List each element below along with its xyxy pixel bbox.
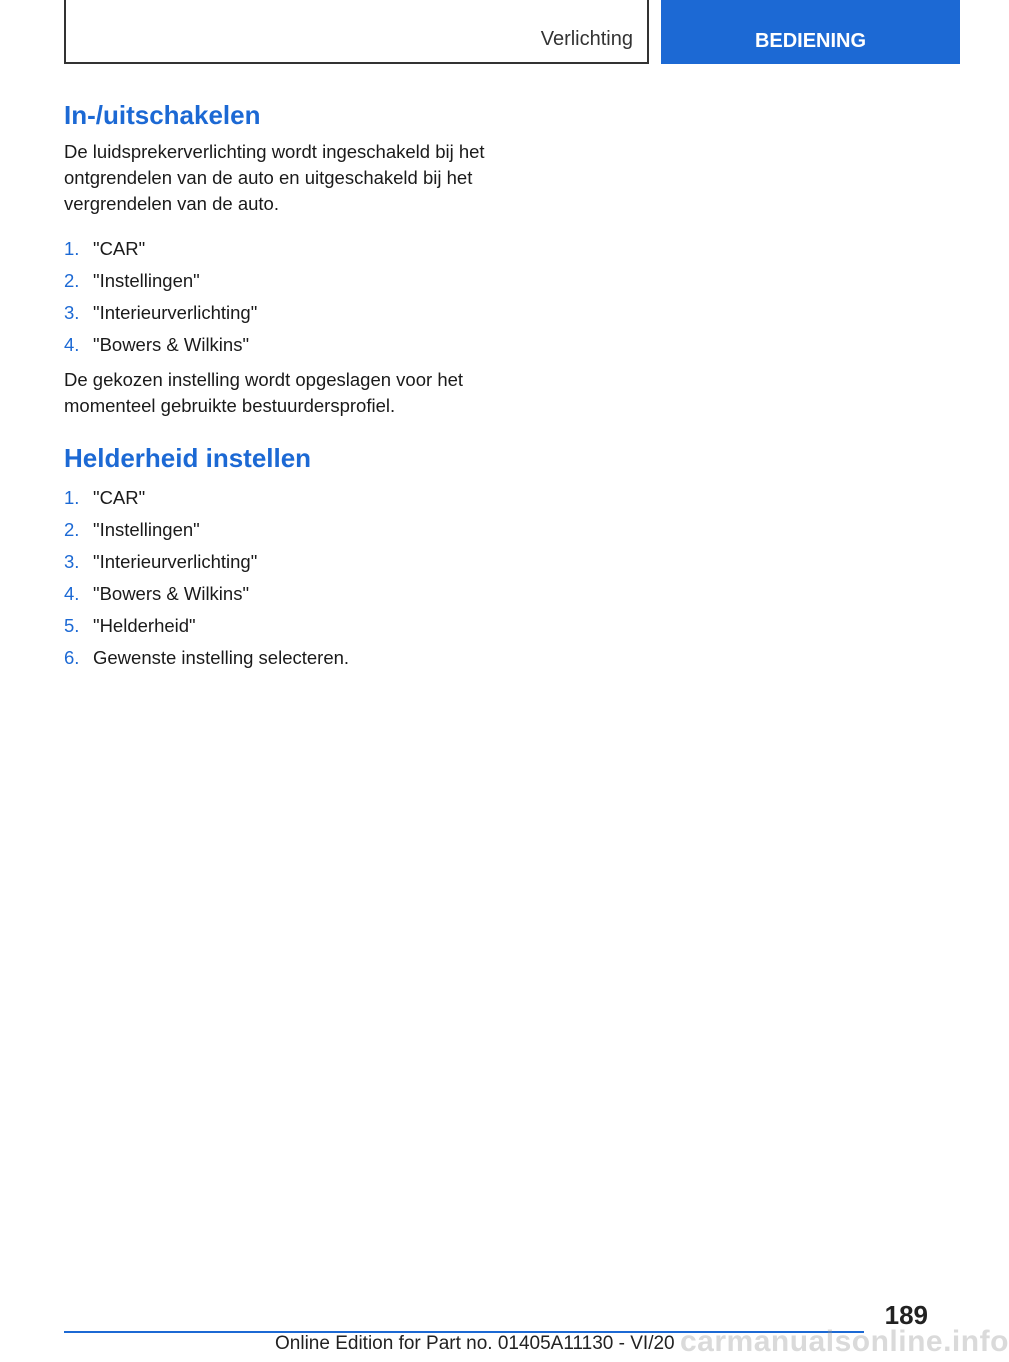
list-item <box>64 642 504 674</box>
step-text: "CAR" <box>93 487 146 509</box>
page-content <box>64 100 504 680</box>
step-text: "Interieurverlichting" <box>93 302 258 324</box>
list-item <box>64 329 504 361</box>
step-text: "CAR" <box>93 238 146 260</box>
section1-heading: In-/uitschakelen <box>64 100 261 130</box>
step-number: 5. <box>64 615 80 637</box>
footer-edition: Online Edition for Part no. 01405A11130 - VI/20 <box>275 1333 675 1354</box>
step-number: 2. <box>64 270 80 292</box>
section1-steps <box>64 233 504 361</box>
section2-heading: Helderheid instellen <box>64 443 312 474</box>
step-text: "Bowers & Wilkins" <box>93 334 250 356</box>
step-text: "Instellingen" <box>93 519 200 541</box>
header-frame <box>64 0 649 64</box>
list-item <box>64 233 504 265</box>
step-number: 4. <box>64 583 80 605</box>
step-number: 2. <box>64 519 80 541</box>
step-text: "Helderheid" <box>93 615 196 637</box>
list-item <box>64 546 504 578</box>
list-item <box>64 514 504 546</box>
step-number: 6. <box>64 647 80 669</box>
step-number: 4. <box>64 334 80 356</box>
list-item <box>64 482 504 514</box>
list-item <box>64 265 504 297</box>
watermark: carmanualsonline.info <box>680 1325 1009 1358</box>
step-text: Gewenste instelling selecteren. <box>93 647 350 669</box>
section1-note: De gekozen instelling wordt opgeslagen voor het momenteel gebruikte bestuurdersprofiel. <box>64 369 464 417</box>
chapter-tab[interactable]: BEDIENING <box>661 0 960 64</box>
step-number: 3. <box>64 302 80 324</box>
page-number: 189 <box>884 1300 928 1330</box>
step-text: "Bowers & Wilkins" <box>93 583 250 605</box>
step-number: 3. <box>64 551 80 573</box>
section2 <box>64 443 504 674</box>
list-item <box>64 297 504 329</box>
step-number: 1. <box>64 487 80 509</box>
section1-intro: De luidsprekerverlichting wordt ingeschakeld bij het ontgrendelen van de auto en uitgeschakeld bij het vergrendelen van de auto. <box>64 141 485 215</box>
list-item <box>64 610 504 642</box>
step-text: "Interieurverlichting" <box>93 551 258 573</box>
step-number: 1. <box>64 238 80 260</box>
section-title: Verlichting <box>540 28 633 50</box>
section2-steps <box>64 482 504 674</box>
step-text: "Instellingen" <box>93 270 200 292</box>
list-item <box>64 578 504 610</box>
